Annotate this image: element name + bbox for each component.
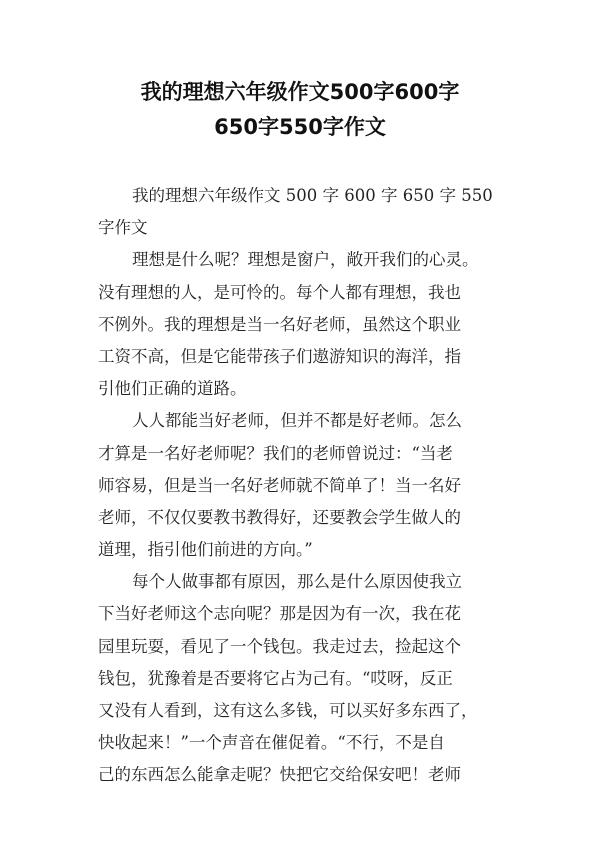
body-line: 不例外。我的理想是当一名好老师，虽然这个职业 — [98, 314, 461, 334]
body-line: 快收起来！”一个声音在催促着。“不行，不是自 — [98, 733, 445, 753]
body-line: 理想是什么呢？理想是窗户，敞开我们的心灵。 — [132, 250, 479, 270]
body-line: 我的理想六年级作文 500 字 600 字 650 字 550 — [132, 186, 493, 205]
document-title — [60, 75, 540, 145]
body-line: 没有理想的人，是可怜的。每个人都有理想，我也 — [98, 282, 461, 302]
body-line: 字作文 — [98, 218, 148, 238]
document-body — [98, 180, 518, 792]
body-line: 才算是一名好老师呢？我们的老师曾说过：“当老 — [98, 443, 453, 463]
body-line: 师容易，但是当一名好老师就不简单了！当一名好 — [98, 475, 461, 495]
body-line: 人人都能当好老师，但并不都是好老师。怎么 — [132, 411, 462, 431]
body-line: 老师，不仅仅要教书教得好，还要教会学生做人的 — [98, 507, 461, 527]
body-line: 钱包，犹豫着是否要将它占为己有。“哎呀，反正 — [98, 668, 453, 688]
body-line: 每个人做事都有原因，那么是什么原因使我立 — [132, 572, 462, 592]
title-line: 650字550字作文 — [214, 115, 386, 139]
body-line: 己的东西怎么能拿走呢？快把它交给保安吧！老师 — [98, 765, 461, 785]
title-line: 我的理想六年级作文500字600字 — [140, 80, 460, 104]
body-line: 道理，指引他们前进的方向。” — [98, 540, 313, 560]
body-line: 工资不高，但是它能带孩子们遨游知识的海洋，指 — [98, 346, 461, 366]
body-line: 引他们正确的道路。 — [98, 379, 247, 399]
body-line: 园里玩耍，看见了一个钱包。我走过去，捡起这个 — [98, 636, 461, 656]
body-line: 又没有人看到，这有这么多钱，可以买好多东西了， — [98, 701, 478, 720]
body-line: 下当好老师这个志向呢？那是因为有一次，我在花 — [98, 604, 461, 624]
